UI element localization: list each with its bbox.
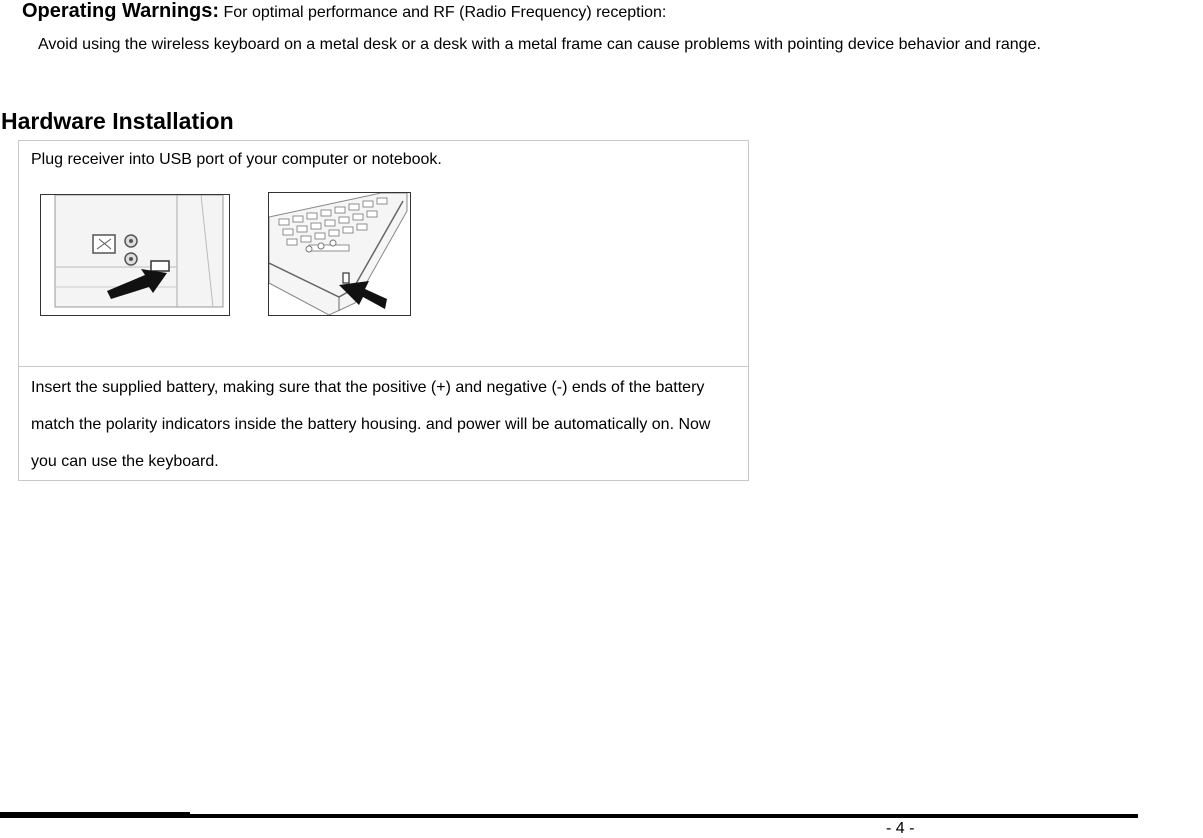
installation-steps-table xyxy=(18,140,749,481)
step-1-cell xyxy=(19,141,749,367)
section-title: Hardware Installation xyxy=(1,108,234,134)
table-row xyxy=(19,141,749,367)
notebook-usb-drawing xyxy=(269,193,410,315)
step-2-cell xyxy=(19,367,749,481)
step-1-illustrations xyxy=(31,169,736,349)
operating-warnings-intro: For optimal performance and RF (Radio Frequency) reception: xyxy=(223,4,667,21)
desktop-usb-drawing xyxy=(41,195,229,315)
table-row xyxy=(19,367,749,481)
desktop-usb-illustration xyxy=(40,194,230,316)
operating-warnings-title: Operating Warnings: xyxy=(22,0,220,22)
step-2-text: Insert the supplied battery, making sure that the positive (+) and negative (-) ends of the battery match the polarity indicators inside the battery housing. and power will be automatically on. Now you can use the keyboard. xyxy=(31,379,711,470)
page-number: - 4 - xyxy=(886,820,915,837)
operating-warnings-line xyxy=(22,0,666,23)
notebook-usb-illustration xyxy=(268,192,411,316)
footer-rule xyxy=(0,814,1138,818)
step-1-text: Plug receiver into USB port of your computer or notebook. xyxy=(31,151,442,168)
operating-warnings-body: Avoid using the wireless keyboard on a metal desk or a desk with a metal frame can cause problems with pointing device behavior and range. xyxy=(38,36,1041,53)
